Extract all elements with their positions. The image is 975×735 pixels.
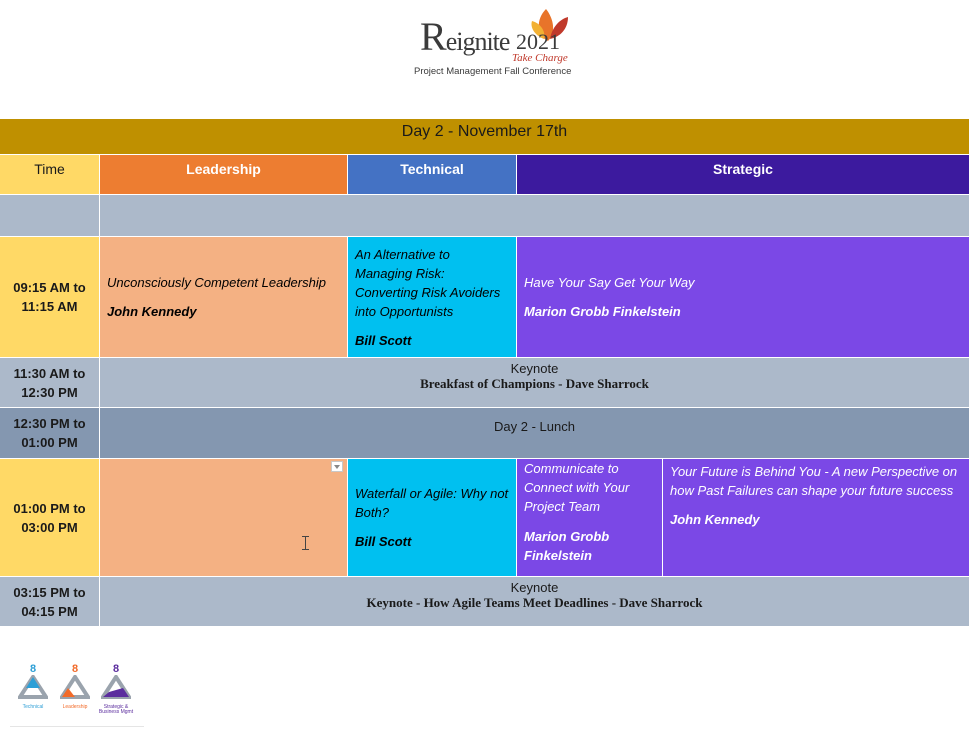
slot1-time: 09:15 AM to 11:15 AM xyxy=(0,237,100,358)
empty-row xyxy=(100,195,970,237)
pdu-badges xyxy=(10,657,144,727)
triangle-icon xyxy=(101,675,131,699)
header-technical: Technical xyxy=(348,155,517,195)
conference-logo xyxy=(412,5,577,85)
session-speaker: John Kennedy xyxy=(670,512,760,527)
keynote-detail: Keynote - How Agile Teams Meet Deadlines - Dave Sharrock xyxy=(366,595,703,610)
slot3-technical-session[interactable] xyxy=(348,459,517,577)
slot1-strategic-session[interactable] xyxy=(517,237,970,358)
day-title: Day 2 - November 17th xyxy=(0,119,970,155)
slot2-time: 11:30 AM to 12:30 PM xyxy=(0,358,100,408)
session-title: Have Your Say Get Your Way xyxy=(524,275,695,290)
triangle-icon xyxy=(18,675,48,699)
slot3-strategic-session-a[interactable] xyxy=(517,459,663,577)
slot3-leadership-cell[interactable] xyxy=(100,459,348,577)
triangle-icon xyxy=(60,675,90,699)
dropdown-button[interactable] xyxy=(331,461,343,472)
keynote-detail: Breakfast of Champions - Dave Sharrock xyxy=(420,376,649,391)
session-title: Unconsciously Competent Leadership xyxy=(107,275,326,290)
session-speaker: Bill Scott xyxy=(355,534,412,549)
slot4-time: 03:15 PM to 04:15 PM xyxy=(0,577,100,627)
header-leadership: Leadership xyxy=(100,155,348,195)
badge-technical: 8 Technical xyxy=(13,663,53,710)
session-speaker: Marion Grobb Finkelstein xyxy=(524,529,610,563)
badge-leadership: 8 Leadership xyxy=(55,663,95,710)
chevron-down-icon xyxy=(334,465,340,469)
empty-time-cell xyxy=(0,195,100,237)
slot1-technical-session[interactable] xyxy=(348,237,517,358)
text-cursor-icon xyxy=(302,536,310,550)
session-speaker: John Kennedy xyxy=(107,304,197,319)
logo-year: 2021 xyxy=(516,29,560,54)
session-title: Communicate to Connect with Your Project Team xyxy=(524,461,630,514)
header-time: Time xyxy=(0,155,100,195)
logo-wordmark: Reignite xyxy=(420,14,510,59)
session-title: Your Future is Behind You - A new Perspective on how Past Failures can shape your future success xyxy=(670,464,958,498)
keynote-label: Keynote xyxy=(510,580,559,595)
header-strategic: Strategic xyxy=(517,155,970,195)
lunch-label: Day 2 - Lunch xyxy=(100,408,970,459)
session-speaker: Marion Grobb Finkelstein xyxy=(524,304,681,319)
slot2-keynote[interactable] xyxy=(100,358,970,408)
lunch-time: 12:30 PM to 01:00 PM xyxy=(0,408,100,459)
slot4-keynote[interactable] xyxy=(100,577,970,627)
session-speaker: Bill Scott xyxy=(355,332,412,348)
slot3-strategic-session-b[interactable] xyxy=(663,459,970,577)
session-title: An Alternative to Managing Risk: Converting Risk Avoiders into Opportunists xyxy=(355,246,501,319)
slot1-leadership-session[interactable] xyxy=(100,237,348,358)
session-title: Waterfall or Agile: Why not Both? xyxy=(355,486,509,520)
logo-subtitle: Project Management Fall Conference xyxy=(414,66,572,77)
badge-strategic: 8 Strategic & Business Mgmt xyxy=(98,663,134,715)
logo-tagline: Take Charge xyxy=(512,52,568,64)
slot3-time: 01:00 PM to 03:00 PM xyxy=(0,459,100,577)
keynote-label: Keynote xyxy=(510,361,559,376)
